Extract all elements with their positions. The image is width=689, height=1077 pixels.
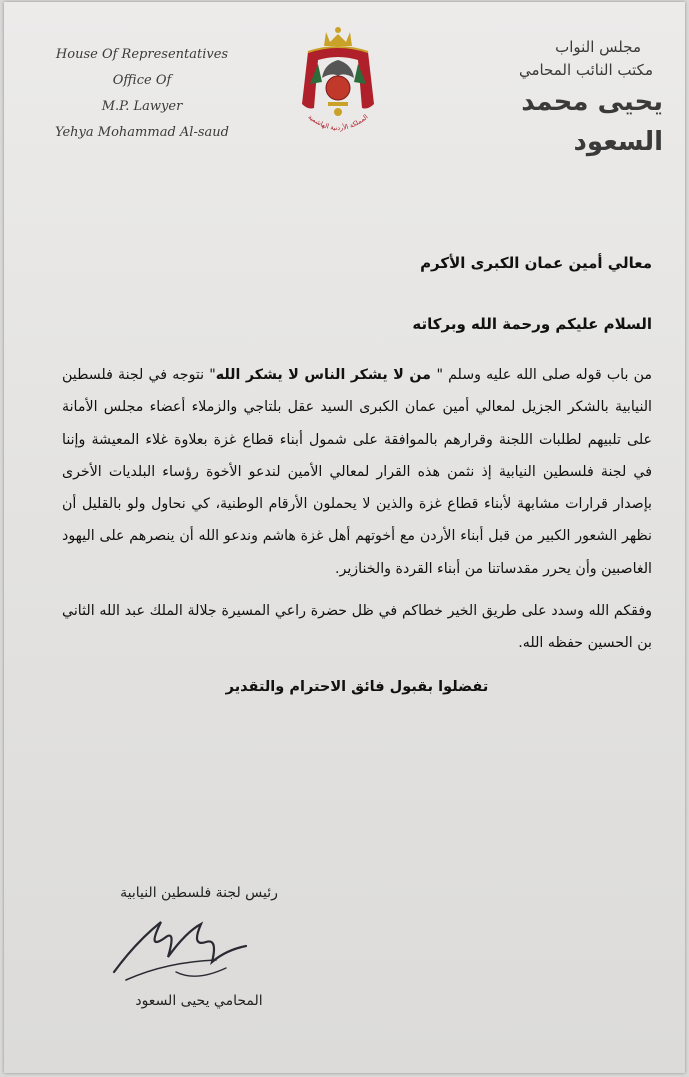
para1-quote: من لا يشكر الناس لا يشكر الله: [215, 367, 437, 383]
closing: تفضلوا بقبول فائق الاحترام والتقدير: [225, 678, 489, 695]
para1-rest: " نتوجه في لجنة فلسطين النيابية بالشكر الجزيل لمعالي أمين عمان الكبرى السيد عقل بلتاجي والزملاء أعضاء مجلس الأمانة على تلبيهم لطلبات اللجنة وقرارهم بالموافقة على شمول أبناء قطاع غزة بعلاوة غلاء المعيشة وإننا في لجنة فلسطين النيابية إذ نثمن هذه القرار لمعالي الأمين لندعو الأخوة رؤساء البلديات الأخرى بإصدار قرارات مشابهة لأبناء قطاع غزة والذين لا يحملون الأرقام الوطنية، كي نحاول ولو بالقليل أن نظهر الشعور الكبير من قبل أبناء الأردن مع أخوتهم أهل غزة هاشم وندعو الله أن ينصرهم على اليهود الغاصبين وأن يحرر مقدساتنا من أبناء القردة والخنازير.: [62, 367, 652, 577]
letterhead-en-line-1: House Of Representatives: [55, 47, 229, 62]
greeting: السلام عليكم ورحمة الله وبركاته: [412, 315, 652, 333]
letter-body: [62, 250, 652, 700]
letterhead-ar-line-2: مكتب النائب المحامي: [518, 61, 653, 79]
letterhead-en-line-3: M.P. Lawyer: [101, 99, 183, 114]
letterhead-en-line-4: Yehya Mohammad Al-saud: [55, 125, 229, 140]
letterhead-arabic: [443, 36, 663, 162]
signature-block: [74, 882, 324, 1009]
letterhead-english: [22, 42, 262, 146]
body-paragraph-2: وفقكم الله وسدد على طريق الخير خطاكم في ظل حضرة راعي المسيرة جلالة الملك عبد الله الثاني بن الحسين حفظه الله.: [62, 603, 652, 652]
para1-start: من باب قوله صلى الله عليه وسلم ": [436, 367, 652, 383]
handwritten-signature-icon: [106, 902, 256, 997]
salutation: معالي أمين عمان الكبرى الأكرم: [420, 254, 652, 272]
signatory-title: رئيس لجنة فلسطين النيابية: [120, 885, 278, 901]
letterhead-ar-line-1: مجلس النواب: [555, 38, 641, 56]
letter-page: [4, 2, 685, 1073]
body-paragraph-1: [62, 359, 652, 585]
letterhead-en-line-2: Office Of: [112, 73, 172, 88]
letterhead-ar-name: يحيى محمد السعود: [521, 87, 663, 157]
signatory-name: المحامي يحيى السعود: [135, 993, 263, 1009]
emblem-caption: المملكة الأردنية الهاشمية: [306, 112, 370, 133]
jordan-coat-of-arms-icon: [288, 24, 388, 144]
